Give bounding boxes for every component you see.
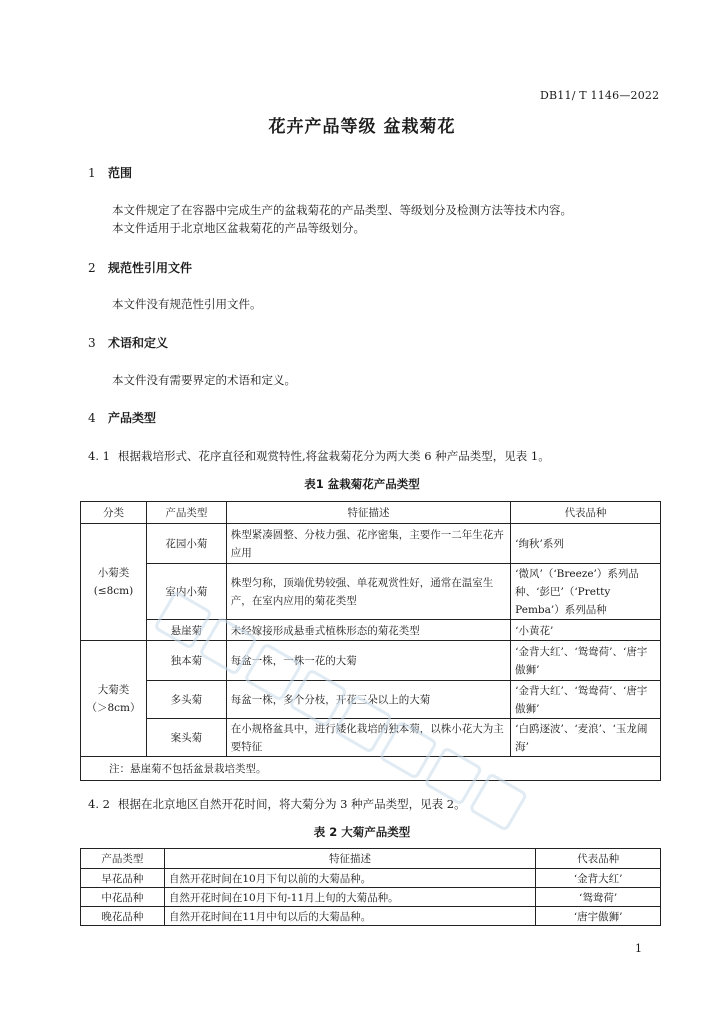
section-title: 规范性引用文件 (108, 261, 193, 275)
variety-cell: ‘金背大红’、‘鸳鸯荷’、‘唐宇傲狮’ (511, 681, 661, 719)
header-cell: 特征描述 (226, 502, 510, 524)
watermark-glyph (468, 772, 528, 832)
variety-cell: ‘唐宇傲狮’ (536, 907, 661, 926)
references-paragraph: 本文件没有规范性引用文件。 (112, 297, 262, 311)
document-title: 花卉产品等级 盆栽菊花 (268, 117, 456, 137)
group-cell-large: 大菊类 （＞8cm） (81, 641, 147, 757)
section-title: 术语和定义 (108, 336, 169, 350)
table-row (81, 869, 661, 888)
type-cell: 中花品种 (81, 888, 165, 907)
header-cell: 代表品种 (511, 502, 661, 524)
table-header-row (81, 502, 661, 524)
variety-cell: ‘小黄花’ (511, 620, 661, 641)
section-number: 3 (88, 336, 96, 350)
clause-4-1 (88, 448, 550, 464)
section-2-heading (88, 259, 192, 276)
variety-cell: ‘金背大红’ (536, 869, 661, 888)
type-cell: 多头菊 (146, 681, 226, 719)
type-cell: 独本菊 (146, 641, 226, 681)
type-cell: 案头菊 (146, 719, 226, 757)
header-cell: 产品类型 (146, 502, 226, 524)
terms-paragraph: 本文件没有需要界定的术语和定义。 (112, 373, 296, 387)
desc-cell: 在小规格盆具中，进行矮化栽培的独本菊，以株小花大为主要特征 (226, 719, 510, 757)
section-number: 2 (88, 261, 96, 275)
desc-cell: 株型匀称，顶端优势较强、单花观赏性好，通常在温室生产，在室内应用的菊花类型 (226, 564, 510, 620)
variety-cell: ‘金背大红’、‘鸳鸯荷’、‘唐宇傲狮’ (511, 641, 661, 681)
type-cell: 室内小菊 (146, 564, 226, 620)
document-id: DB11/ T 1146—2022 (540, 89, 660, 102)
desc-cell: 株型紧凑圆整、分枝力强、花序密集，主要作一二年生花卉应用 (226, 524, 510, 564)
header-cell: 分类 (81, 502, 147, 524)
table-row (81, 888, 661, 907)
variety-cell: ‘鸳鸯荷’ (536, 888, 661, 907)
variety-cell: ‘微风’（‘Breeze’）系列品种、‘彭巴’（‘Pretty Pemba’）系列品种 (511, 564, 661, 620)
clause-4-2 (88, 796, 466, 812)
clause-text: 根据在北京地区自然开花时间，将大菊分为 3 种产品类型，见表 2。 (118, 797, 466, 811)
table-row (81, 524, 661, 564)
table-2-caption: 表 2 大菊产品类型 (313, 825, 411, 839)
desc-cell: 自然开花时间在10月下旬-11月上旬的大菊品种。 (164, 888, 535, 907)
type-cell: 悬崖菊 (146, 620, 226, 641)
page-number: 1 (635, 942, 642, 955)
section-3-heading (88, 334, 168, 351)
scope-paragraph-2: 本文件适用于北京地区盆栽菊花的产品等级划分。 (112, 221, 365, 235)
table-2 (80, 848, 661, 926)
variety-cell: ‘白鸥逐波’、‘麦浪’、‘玉龙闹海’ (511, 719, 661, 757)
table-header-row (81, 849, 661, 869)
header-cell: 产品类型 (81, 849, 165, 869)
group-cell-small: 小菊类 (≤8cm) (81, 524, 147, 641)
desc-cell: 每盆一株，多个分枝，开花三朵以上的大菊 (226, 681, 510, 719)
section-title: 产品类型 (108, 411, 157, 425)
header-cell: 代表品种 (536, 849, 661, 869)
section-4-heading (88, 409, 156, 426)
section-title: 范围 (108, 166, 133, 180)
variety-cell: ‘绚秋’系列 (511, 524, 661, 564)
clause-number: 4. 2 (88, 797, 110, 811)
desc-cell: 自然开花时间在11月中旬以后的大菊品种。 (164, 907, 535, 926)
table-1-caption: 表1 盆栽菊花产品类型 (304, 477, 420, 491)
section-1-heading (88, 164, 132, 181)
clause-number: 4. 1 (88, 449, 110, 463)
table-note: 注：悬崖菊不包括盆景栽培类型。 (81, 757, 661, 781)
section-number: 1 (88, 166, 96, 180)
scope-paragraph-1: 本文件规定了在容器中完成生产的盆栽菊花的产品类型、等级划分及检测方法等技术内容。 (112, 203, 572, 217)
type-cell: 花园小菊 (146, 524, 226, 564)
table-row (81, 907, 661, 926)
header-cell: 特征描述 (164, 849, 535, 869)
type-cell: 晚花品种 (81, 907, 165, 926)
clause-text: 根据栽培形式、花序直径和观赏特性,将盆栽菊花分为两大类 6 种产品类型，见表 1。 (118, 449, 550, 463)
desc-cell: 未经嫁接形成悬垂式植株形态的菊花类型 (226, 620, 510, 641)
desc-cell: 每盆一株，一株一花的大菊 (226, 641, 510, 681)
type-cell: 早花品种 (81, 869, 165, 888)
section-number: 4 (88, 411, 96, 425)
desc-cell: 自然开花时间在10月下旬以前的大菊品种。 (164, 869, 535, 888)
